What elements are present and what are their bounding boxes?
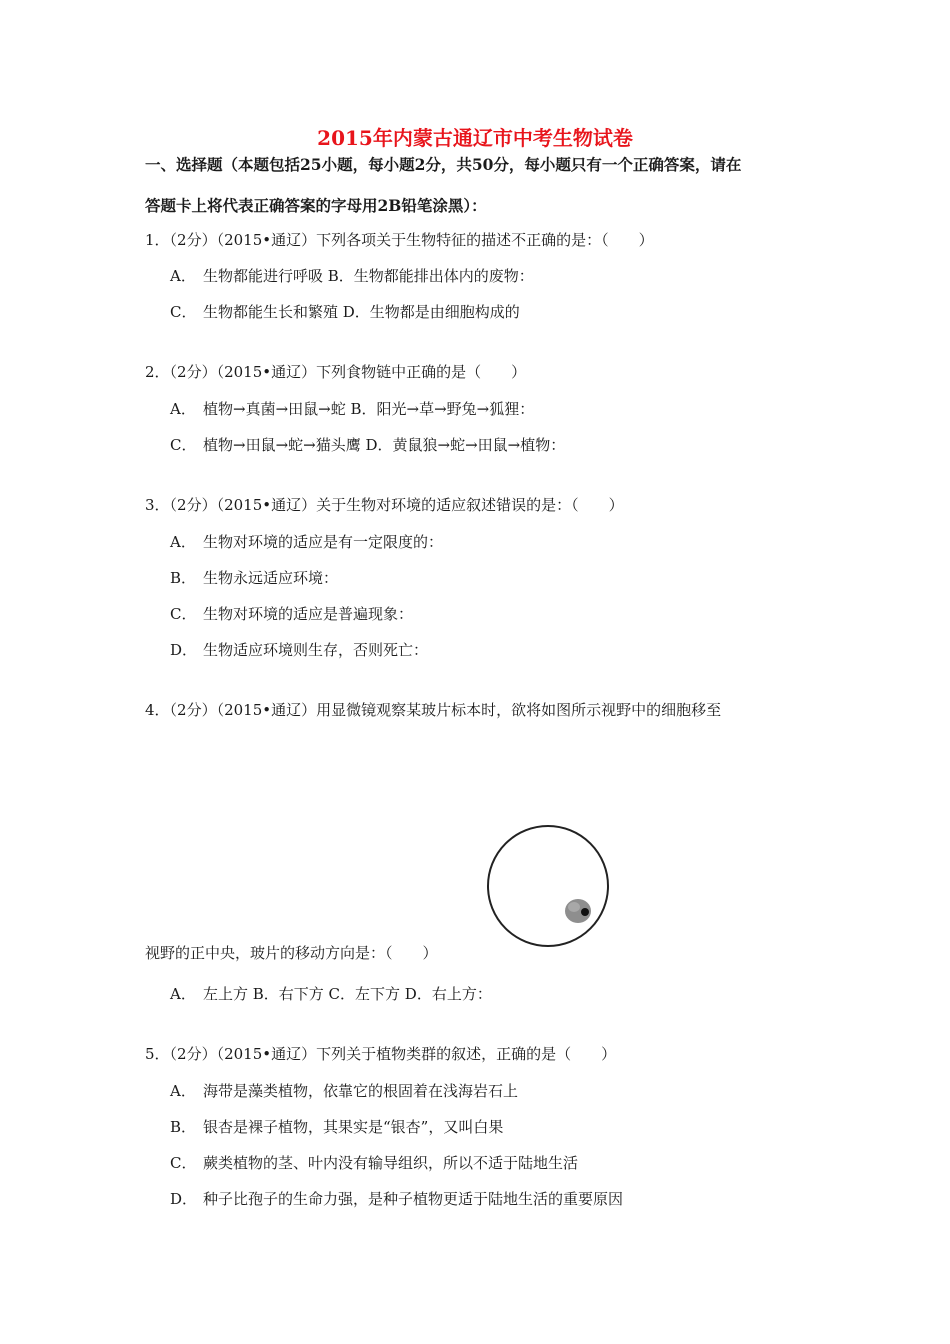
question-4-stem-continued: 视野的正中央，玻片的移动方向是：（ ） (145, 944, 438, 962)
option-label: C． (170, 436, 197, 454)
question-2-stem: 2．（2分）（2015•通辽）下列食物链中正确的是（ ） (145, 363, 527, 381)
question-1-stem: 1．（2分）（2015•通辽）下列各项关于生物特征的描述不正确的是：（ ） (145, 231, 654, 249)
option-text: 生物永远适应环境： (203, 569, 339, 587)
option-text: 左上方 B．右下方 C．左下方 D．右上方： (203, 985, 492, 1003)
option-text: 银杏是裸子植物，其果实是“银杏”，又叫白果 (203, 1118, 504, 1136)
option-text: 生物适应环境则生存，否则死亡： (203, 641, 429, 659)
question-4-stem: 4．（2分）（2015•通辽）用显微镜观察某玻片标本时，欲将如图所示视野中的细胞移至 (145, 701, 722, 719)
option-text: 海带是藻类植物，依靠它的根固着在浅海岩石上 (203, 1082, 519, 1100)
question-5-option-row (170, 1116, 503, 1137)
cell-nucleus (581, 908, 589, 916)
question-5-stem: 5．（2分）（2015•通辽）下列关于植物类群的叙述，正确的是（ ） (145, 1045, 617, 1063)
option-text: 蕨类植物的茎、叶内没有输导组织，所以不适于陆地生活 (203, 1154, 579, 1172)
option-text: 生物都能进行呼吸 B．生物都能排出体内的废物： (203, 267, 534, 285)
option-label: C． (170, 303, 197, 321)
option-text: 生物对环境的适应是有一定限度的： (203, 533, 444, 551)
option-label: A． (170, 533, 196, 551)
option-text: 植物→田鼠→蛇→猫头鹰 D．黄鼠狼→蛇→田鼠→植物： (203, 436, 566, 454)
option-text: 生物对环境的适应是普遍现象： (203, 605, 414, 623)
question-4-option-row (170, 983, 492, 1004)
option-label: D． (170, 641, 198, 659)
question-5-option-row (170, 1188, 623, 1209)
option-label: C． (170, 605, 197, 623)
question-2-option-row (170, 434, 565, 455)
question-1-option-row (170, 265, 534, 286)
question-5-option-row (170, 1080, 518, 1101)
section-instructions-line2: 答题卡上将代表正确答案的字母用2B铅笔涂黑）： (145, 196, 487, 215)
option-text: 生物都能生长和繁殖 D．生物都是由细胞构成的 (203, 303, 520, 321)
option-text: 种子比孢子的生命力强，是种子植物更适于陆地生活的重要原因 (203, 1190, 624, 1208)
option-label: B． (170, 1118, 197, 1136)
question-3-option-row (170, 531, 443, 552)
microscope-field-figure (482, 825, 614, 949)
field-of-view-circle (488, 826, 608, 946)
question-3-stem: 3．（2分）（2015•通辽）关于生物对环境的适应叙述错误的是：（ ） (145, 496, 624, 514)
option-text: 植物→真菌→田鼠→蛇 B．阳光→草→野兔→狐狸： (203, 400, 535, 418)
option-label: C． (170, 1154, 197, 1172)
question-3-option-row (170, 603, 413, 624)
page-title: 2015年内蒙古通辽市中考生物试卷 (317, 126, 633, 150)
section-instructions-line1: 一、选择题（本题包括25小题，每小题2分，共50分，每小题只有一个正确答案，请在 (145, 155, 742, 174)
question-2-option-row (170, 398, 534, 419)
option-label: D． (170, 1190, 198, 1208)
option-label: A． (170, 267, 196, 285)
question-1-option-row (170, 301, 520, 322)
option-label: A． (170, 1082, 196, 1100)
question-3-option-row (170, 639, 428, 660)
question-3-option-row (170, 567, 338, 588)
option-label: B． (170, 569, 197, 587)
option-label: A． (170, 985, 196, 1003)
option-label: A． (170, 400, 196, 418)
question-5-option-row (170, 1152, 578, 1173)
